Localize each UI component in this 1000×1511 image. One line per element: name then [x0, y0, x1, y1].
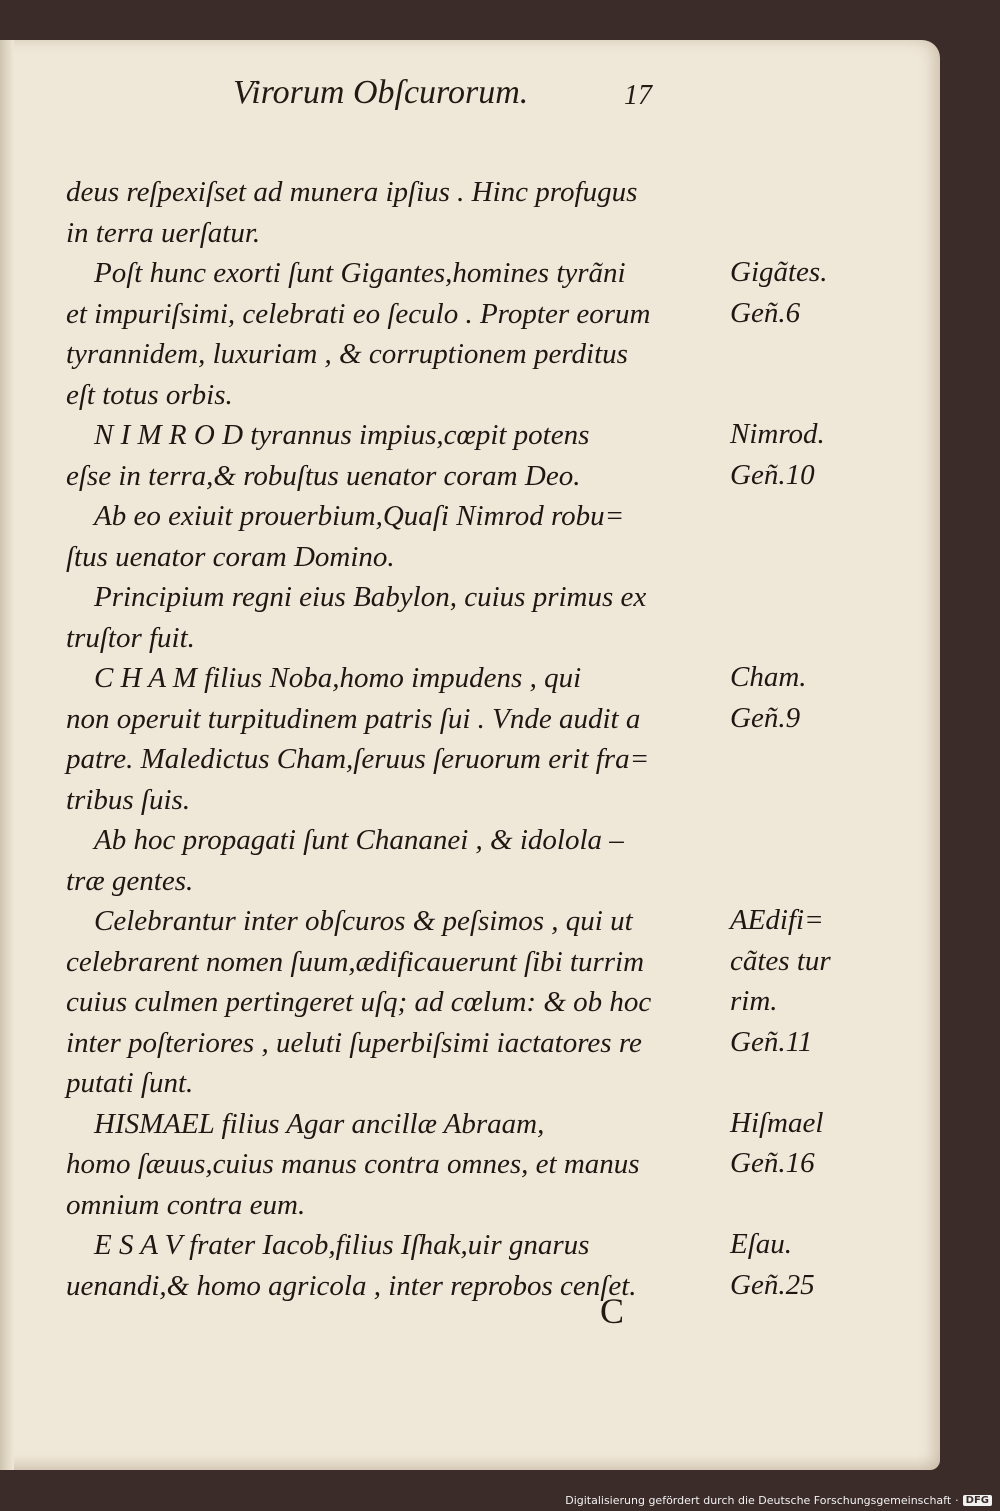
running-header [0, 70, 940, 130]
margin-note: Geñ.10 [730, 458, 815, 491]
running-title: Virorum Obſcurorum. [233, 74, 529, 111]
text-line: tyrannidem, luxuriam , & corruptionem perditus [66, 338, 628, 370]
margin-note: Geñ.6 [730, 296, 801, 329]
text-line: eſse in terra,& robuſtus uenator coram Deo. [66, 459, 581, 492]
text-line: Ab hoc propagati ſunt Chananei , & idolola – [94, 824, 624, 856]
text-line: E S A V frater Iacob,filius Iſhak,uir gnarus [94, 1229, 590, 1261]
margin-note: Eſau. [730, 1228, 793, 1260]
text-line: non operuit turpitudinem patris ſui . Vnde audit a [66, 702, 641, 735]
text-line: homo ſæuus,cuius manus contra omnes, et manus [66, 1148, 640, 1180]
text-line: deus reſpexiſset ad munera ipſius . Hinc profugus [66, 176, 638, 208]
text-line: eſt totus orbis. [66, 378, 233, 411]
body-text [66, 172, 726, 1306]
text-line: ſtus uenator coram Domino. [66, 540, 395, 573]
page-gutter-edge [0, 40, 14, 1470]
text-line: putati ſunt. [66, 1067, 194, 1099]
text-line: træ gentes. [66, 864, 194, 897]
text-line: omnium contra eum. [66, 1188, 306, 1221]
margin-note: Gigãtes. [730, 256, 828, 288]
text-line: uenandi,& homo agricola , inter reprobos cenſet. [66, 1269, 637, 1302]
text-line: inter poſteriores , ueluti ſuperbiſsimi iactatores re [66, 1026, 642, 1059]
text-line: Celebrantur inter obſcuros & peſsimos , qui ut [94, 905, 633, 937]
margin-note: Geñ.11 [730, 1025, 813, 1058]
signature-mark: C [600, 1291, 625, 1331]
text-line: N I M R O D tyrannus impius,cœpit potens [94, 419, 590, 451]
text-line: truſtor fuit. [66, 621, 195, 654]
text-line: Ab eo exiuit prouerbium,Quaſi Nimrod robu= [94, 500, 625, 532]
text-line: celebrarent nomen ſuum,ædificauerunt ſibi turrim [66, 945, 645, 978]
text-line: HISMAEL filius Agar ancillæ Abraam, [94, 1107, 545, 1140]
credit-text: Digitalisierung gefördert durch die Deutsche Forschungsgemeinschaft [565, 1494, 952, 1507]
text-line: in terra uerſatur. [66, 216, 261, 249]
page-number: 17 [624, 80, 652, 111]
margin-note: rim. [730, 985, 778, 1017]
margin-note: Hiſmael [730, 1106, 824, 1139]
text-line: patre. Maledictus Cham,ſeruus ſeruorum erit fra= [66, 743, 650, 775]
text-line: et impuriſsimi, celebrati eo ſeculo . Propter eorum [66, 297, 651, 330]
text-line: tribus ſuis. [66, 783, 191, 816]
text-line: Poſt hunc exorti ſunt Gigantes,homines tyrãni [94, 257, 626, 289]
text-line: C H A M filius Noba,homo impudens , qui [94, 662, 582, 694]
text-line: cuius culmen pertingeret uſq; ad cœlum: & ob hoc [66, 986, 652, 1018]
margin-note: Geñ.16 [730, 1147, 815, 1179]
digitization-credit [565, 1494, 992, 1507]
margin-note: cãtes tur [730, 944, 831, 977]
margin-note: Geñ.9 [730, 701, 801, 734]
text-line: Principium regni eius Babylon, cuius primus ex [94, 581, 647, 613]
margin-note: AEdifi= [730, 904, 824, 936]
dfg-logo: DFG [963, 1495, 992, 1506]
margin-note: Nimrod. [730, 418, 825, 450]
margin-note: Cham. [730, 661, 807, 693]
margin-note: Geñ.25 [730, 1268, 815, 1301]
credit-separator: · [955, 1494, 959, 1507]
